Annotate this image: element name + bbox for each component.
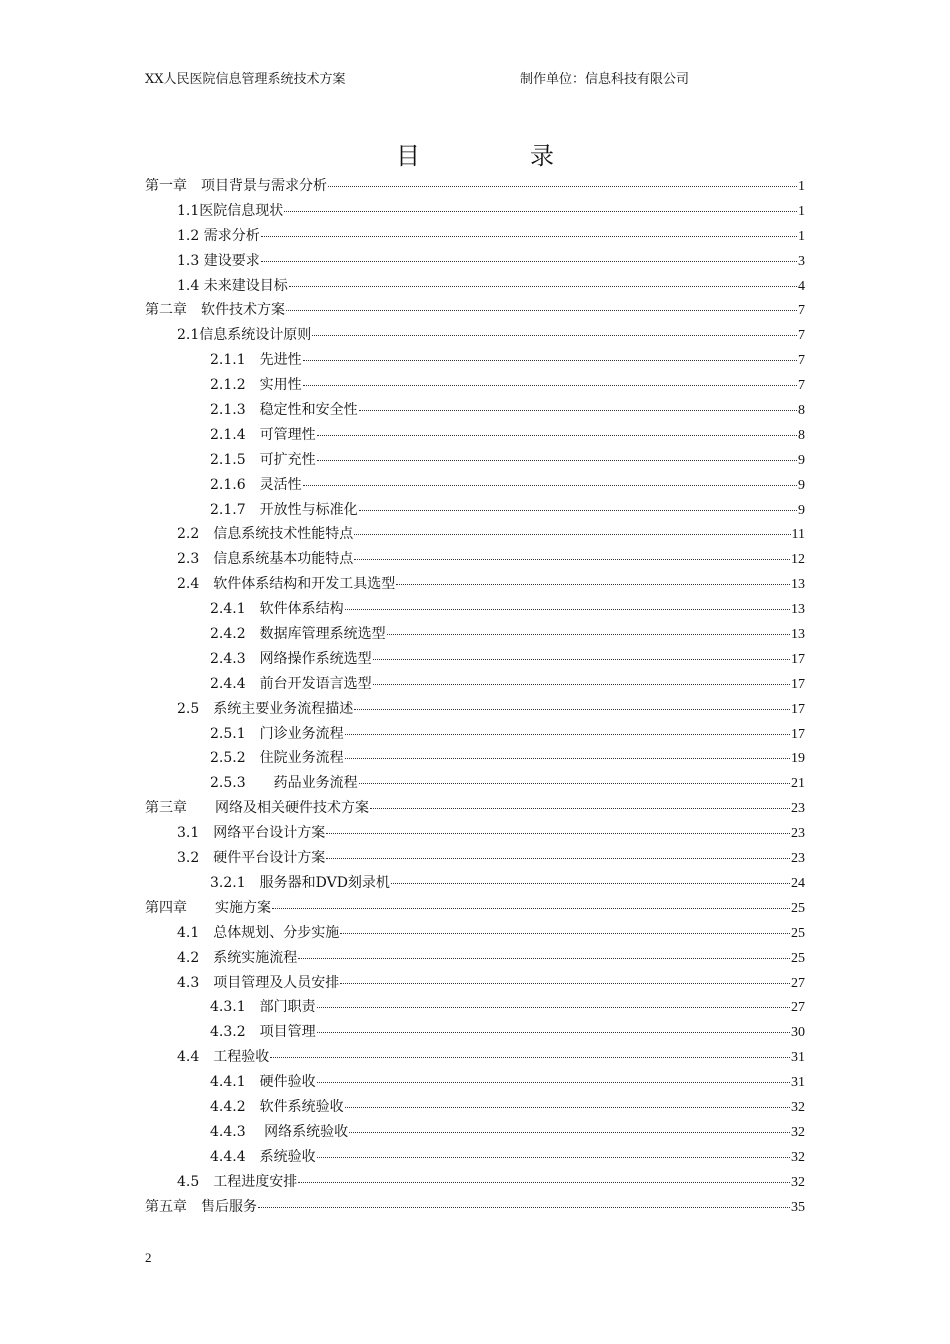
toc-entry[interactable] (145, 225, 805, 250)
toc-entry-page: 32 (791, 1124, 805, 1140)
toc-dot-leader (391, 883, 790, 884)
toc-dot-leader (317, 1157, 790, 1158)
toc-dot-leader (349, 1132, 790, 1133)
toc-entry-label: 4.4.2 软件系统验收 (210, 1098, 344, 1115)
toc-entry-page: 7 (798, 353, 805, 369)
toc-entry[interactable] (145, 996, 805, 1021)
toc-entry[interactable] (145, 250, 805, 275)
toc-entry[interactable] (145, 573, 805, 598)
toc-dot-leader (303, 385, 797, 386)
toc-entry-label: 4.4.4 系统验收 (210, 1148, 316, 1165)
toc-entry[interactable] (145, 275, 805, 300)
document-header-title: XX人民医院信息管理系统技术方案 (145, 72, 346, 87)
toc-entry-page: 31 (791, 1050, 805, 1066)
toc-entry-page: 17 (791, 701, 805, 717)
toc-entry-page: 1 (798, 203, 805, 219)
toc-entry[interactable] (145, 822, 805, 847)
toc-dot-leader (359, 783, 790, 784)
toc-entry-label: 4.1 总体规划、分步实施 (177, 924, 340, 941)
toc-entry-page: 21 (791, 776, 805, 792)
toc-dot-leader (345, 734, 790, 735)
footer-page-number: 2 (145, 1250, 152, 1265)
toc-entry[interactable] (145, 598, 805, 623)
toc-entry-label: 3.2 硬件平台设计方案 (177, 850, 326, 867)
toc-entry[interactable] (145, 449, 805, 474)
toc-entry-page: 13 (791, 627, 805, 643)
toc-dot-leader (345, 609, 790, 610)
toc-entry[interactable] (145, 1046, 805, 1071)
toc-entry-label: 2.5 系统主要业务流程描述 (177, 700, 354, 717)
toc-entry-label: 2.2 信息系统技术性能特点 (177, 526, 354, 543)
toc-dot-leader (387, 634, 790, 635)
toc-dot-leader (340, 933, 790, 934)
toc-entry[interactable] (145, 1071, 805, 1096)
toc-entry-page: 30 (791, 1025, 805, 1041)
toc-entry-page: 13 (791, 602, 805, 618)
toc-entry[interactable] (145, 922, 805, 947)
toc-entry-page: 27 (791, 975, 805, 991)
toc-entry-page: 7 (798, 328, 805, 344)
toc-dot-leader (317, 460, 797, 461)
toc-entry[interactable] (145, 897, 805, 922)
toc-dot-leader (328, 186, 797, 187)
toc-entry[interactable] (145, 673, 805, 698)
toc-entry-label: 第三章 网络及相关硬件技术方案 (145, 800, 369, 817)
toc-dot-leader (340, 983, 790, 984)
toc-entry-page: 7 (798, 303, 805, 319)
toc-entry-label: 1.1医院信息现状 (177, 202, 284, 219)
toc-dot-leader (270, 1057, 790, 1058)
toc-entry-label: 1.2 需求分析 (177, 227, 260, 244)
toc-entry-label: 2.1.6 灵活性 (210, 476, 302, 493)
toc-entry-page: 7 (798, 378, 805, 394)
toc-entry-label: 2.1.1 先进性 (210, 352, 302, 369)
toc-entry-page: 25 (791, 925, 805, 941)
toc-entry-page: 32 (791, 1099, 805, 1115)
toc-entry-page: 25 (791, 900, 805, 916)
toc-entry-page: 19 (791, 751, 805, 767)
toc-entry[interactable] (145, 499, 805, 524)
toc-dot-leader (312, 335, 797, 336)
toc-entry[interactable] (145, 548, 805, 573)
toc-entry-page: 35 (791, 1199, 805, 1215)
toc-entry-page: 9 (798, 477, 805, 493)
toc-entry[interactable] (145, 972, 805, 997)
toc-dot-leader (370, 808, 790, 809)
toc-dot-leader (317, 1032, 790, 1033)
toc-entry-label: 第二章 软件技术方案 (145, 302, 285, 319)
toc-entry-label: 3.2.1 服务器和DVD刻录机 (210, 874, 390, 891)
toc-entry-page: 23 (791, 826, 805, 842)
toc-entry[interactable] (145, 299, 805, 324)
toc-entry-label: 2.1信息系统设计原则 (177, 327, 312, 344)
toc-entry-page: 13 (791, 577, 805, 593)
document-header-organization: 制作单位：信息科技有限公司 (520, 72, 690, 87)
toc-dot-leader (261, 236, 797, 237)
toc-dot-leader (286, 310, 797, 311)
toc-entry-label: 2.1.2 实用性 (210, 377, 302, 394)
toc-entry-label: 2.1.7 开放性与标准化 (210, 501, 358, 518)
toc-entry-label: 4.2 系统实施流程 (177, 949, 298, 966)
table-of-contents (145, 175, 805, 1220)
toc-entry[interactable] (145, 523, 805, 548)
toc-entry[interactable] (145, 474, 805, 499)
toc-entry-label: 第五章 售后服务 (145, 1198, 257, 1215)
toc-entry-label: 2.4.4 前台开发语言选型 (210, 675, 372, 692)
toc-entry-page: 9 (798, 502, 805, 518)
toc-entry[interactable] (145, 175, 805, 200)
toc-dot-leader (396, 584, 790, 585)
toc-entry-label: 2.4.3 网络操作系统选型 (210, 650, 372, 667)
toc-dot-leader (261, 261, 797, 262)
toc-dot-leader (373, 659, 790, 660)
toc-dot-leader (354, 709, 790, 710)
toc-dot-leader (298, 1182, 790, 1183)
toc-entry-page: 12 (791, 552, 805, 568)
toc-entry[interactable] (145, 772, 805, 797)
toc-entry-page: 31 (791, 1075, 805, 1091)
toc-dot-leader (289, 286, 797, 287)
toc-entry[interactable] (145, 623, 805, 648)
toc-entry-label: 第四章 实施方案 (145, 899, 271, 916)
toc-entry[interactable] (145, 797, 805, 822)
toc-entry-page: 24 (791, 875, 805, 891)
toc-entry-page: 23 (791, 851, 805, 867)
toc-dot-leader (373, 684, 790, 685)
toc-entry-label: 2.5.3 药品业务流程 (210, 775, 358, 792)
toc-entry-label: 2.5.1 门诊业务流程 (210, 725, 344, 742)
toc-entry-page: 1 (798, 179, 805, 194)
toc-entry-page: 11 (791, 527, 805, 543)
toc-dot-leader (317, 1082, 790, 1083)
toc-dot-leader (345, 1107, 790, 1108)
toc-dot-leader (298, 958, 790, 959)
toc-entry-page: 8 (798, 403, 805, 419)
toc-entry-label: 2.1.5 可扩充性 (210, 451, 316, 468)
toc-dot-leader (354, 534, 790, 535)
toc-entry-label: 2.4 软件体系结构和开发工具选型 (177, 576, 396, 593)
toc-dot-leader (359, 510, 797, 511)
toc-dot-leader (258, 1207, 790, 1208)
toc-entry-label: 第一章 项目背景与需求分析 (145, 178, 327, 194)
toc-entry-label: 4.4.3 网络系统验收 (210, 1123, 349, 1140)
toc-entry-page: 4 (798, 278, 805, 294)
toc-entry-label: 3.1 网络平台设计方案 (177, 825, 326, 842)
toc-entry[interactable] (145, 374, 805, 399)
toc-entry-label: 4.3.1 部门职责 (210, 999, 316, 1016)
toc-entry-label: 1.3 建设要求 (177, 252, 260, 269)
toc-entry-label: 4.4.1 硬件验收 (210, 1074, 316, 1091)
toc-entry-label: 4.3 项目管理及人员安排 (177, 974, 340, 991)
toc-entry-label: 4.3.2 项目管理 (210, 1024, 316, 1041)
toc-entry-label: 1.4 未来建设目标 (177, 277, 288, 294)
toc-entry-page: 3 (798, 253, 805, 269)
toc-entry-page: 8 (798, 427, 805, 443)
toc-entry[interactable] (145, 723, 805, 748)
toc-entry[interactable] (145, 424, 805, 449)
toc-entry[interactable] (145, 399, 805, 424)
toc-dot-leader (317, 435, 797, 436)
toc-entry-label: 4.5 工程进度安排 (177, 1173, 298, 1190)
toc-entry[interactable] (145, 747, 805, 772)
toc-entry[interactable] (145, 698, 805, 723)
toc-entry-label: 2.3 信息系统基本功能特点 (177, 551, 354, 568)
toc-entry[interactable] (145, 947, 805, 972)
toc-entry-page: 17 (791, 651, 805, 667)
toc-entry-page: 1 (798, 228, 805, 244)
toc-entry-label: 2.1.3 稳定性和安全性 (210, 402, 358, 419)
toc-entry-label: 4.4 工程验收 (177, 1049, 270, 1066)
toc-dot-leader (359, 410, 797, 411)
toc-entry-page: 17 (791, 726, 805, 742)
toc-entry[interactable] (145, 1096, 805, 1121)
toc-entry-page: 27 (791, 1000, 805, 1016)
toc-entry[interactable] (145, 349, 805, 374)
toc-entry-label: 2.4.2 数据库管理系统选型 (210, 626, 386, 643)
toc-entry-page: 23 (791, 801, 805, 817)
toc-entry-label: 2.4.1 软件体系结构 (210, 601, 344, 618)
toc-entry-page: 9 (798, 452, 805, 468)
toc-entry[interactable] (145, 847, 805, 872)
toc-dot-leader (354, 559, 790, 560)
toc-entry-page: 25 (791, 950, 805, 966)
toc-entry-page: 32 (791, 1174, 805, 1190)
toc-dot-leader (345, 758, 790, 759)
toc-title: 目录 (396, 142, 664, 170)
toc-dot-leader (317, 1007, 790, 1008)
toc-entry-label: 2.1.4 可管理性 (210, 426, 316, 443)
toc-entry[interactable] (145, 1196, 805, 1221)
toc-entry[interactable] (145, 648, 805, 673)
toc-entry[interactable] (145, 1171, 805, 1196)
toc-entry[interactable] (145, 200, 805, 225)
toc-dot-leader (303, 360, 797, 361)
toc-dot-leader (303, 485, 797, 486)
toc-entry[interactable] (145, 872, 805, 897)
toc-dot-leader (284, 211, 797, 212)
toc-entry[interactable] (145, 324, 805, 349)
toc-dot-leader (272, 908, 790, 909)
toc-entry-label: 2.5.2 住院业务流程 (210, 750, 344, 767)
toc-dot-leader (326, 858, 790, 859)
toc-entry[interactable] (145, 1021, 805, 1046)
toc-dot-leader (326, 833, 790, 834)
toc-entry[interactable] (145, 1121, 805, 1146)
toc-entry[interactable] (145, 1146, 805, 1171)
toc-entry-page: 17 (791, 676, 805, 692)
toc-entry-page: 32 (791, 1149, 805, 1165)
